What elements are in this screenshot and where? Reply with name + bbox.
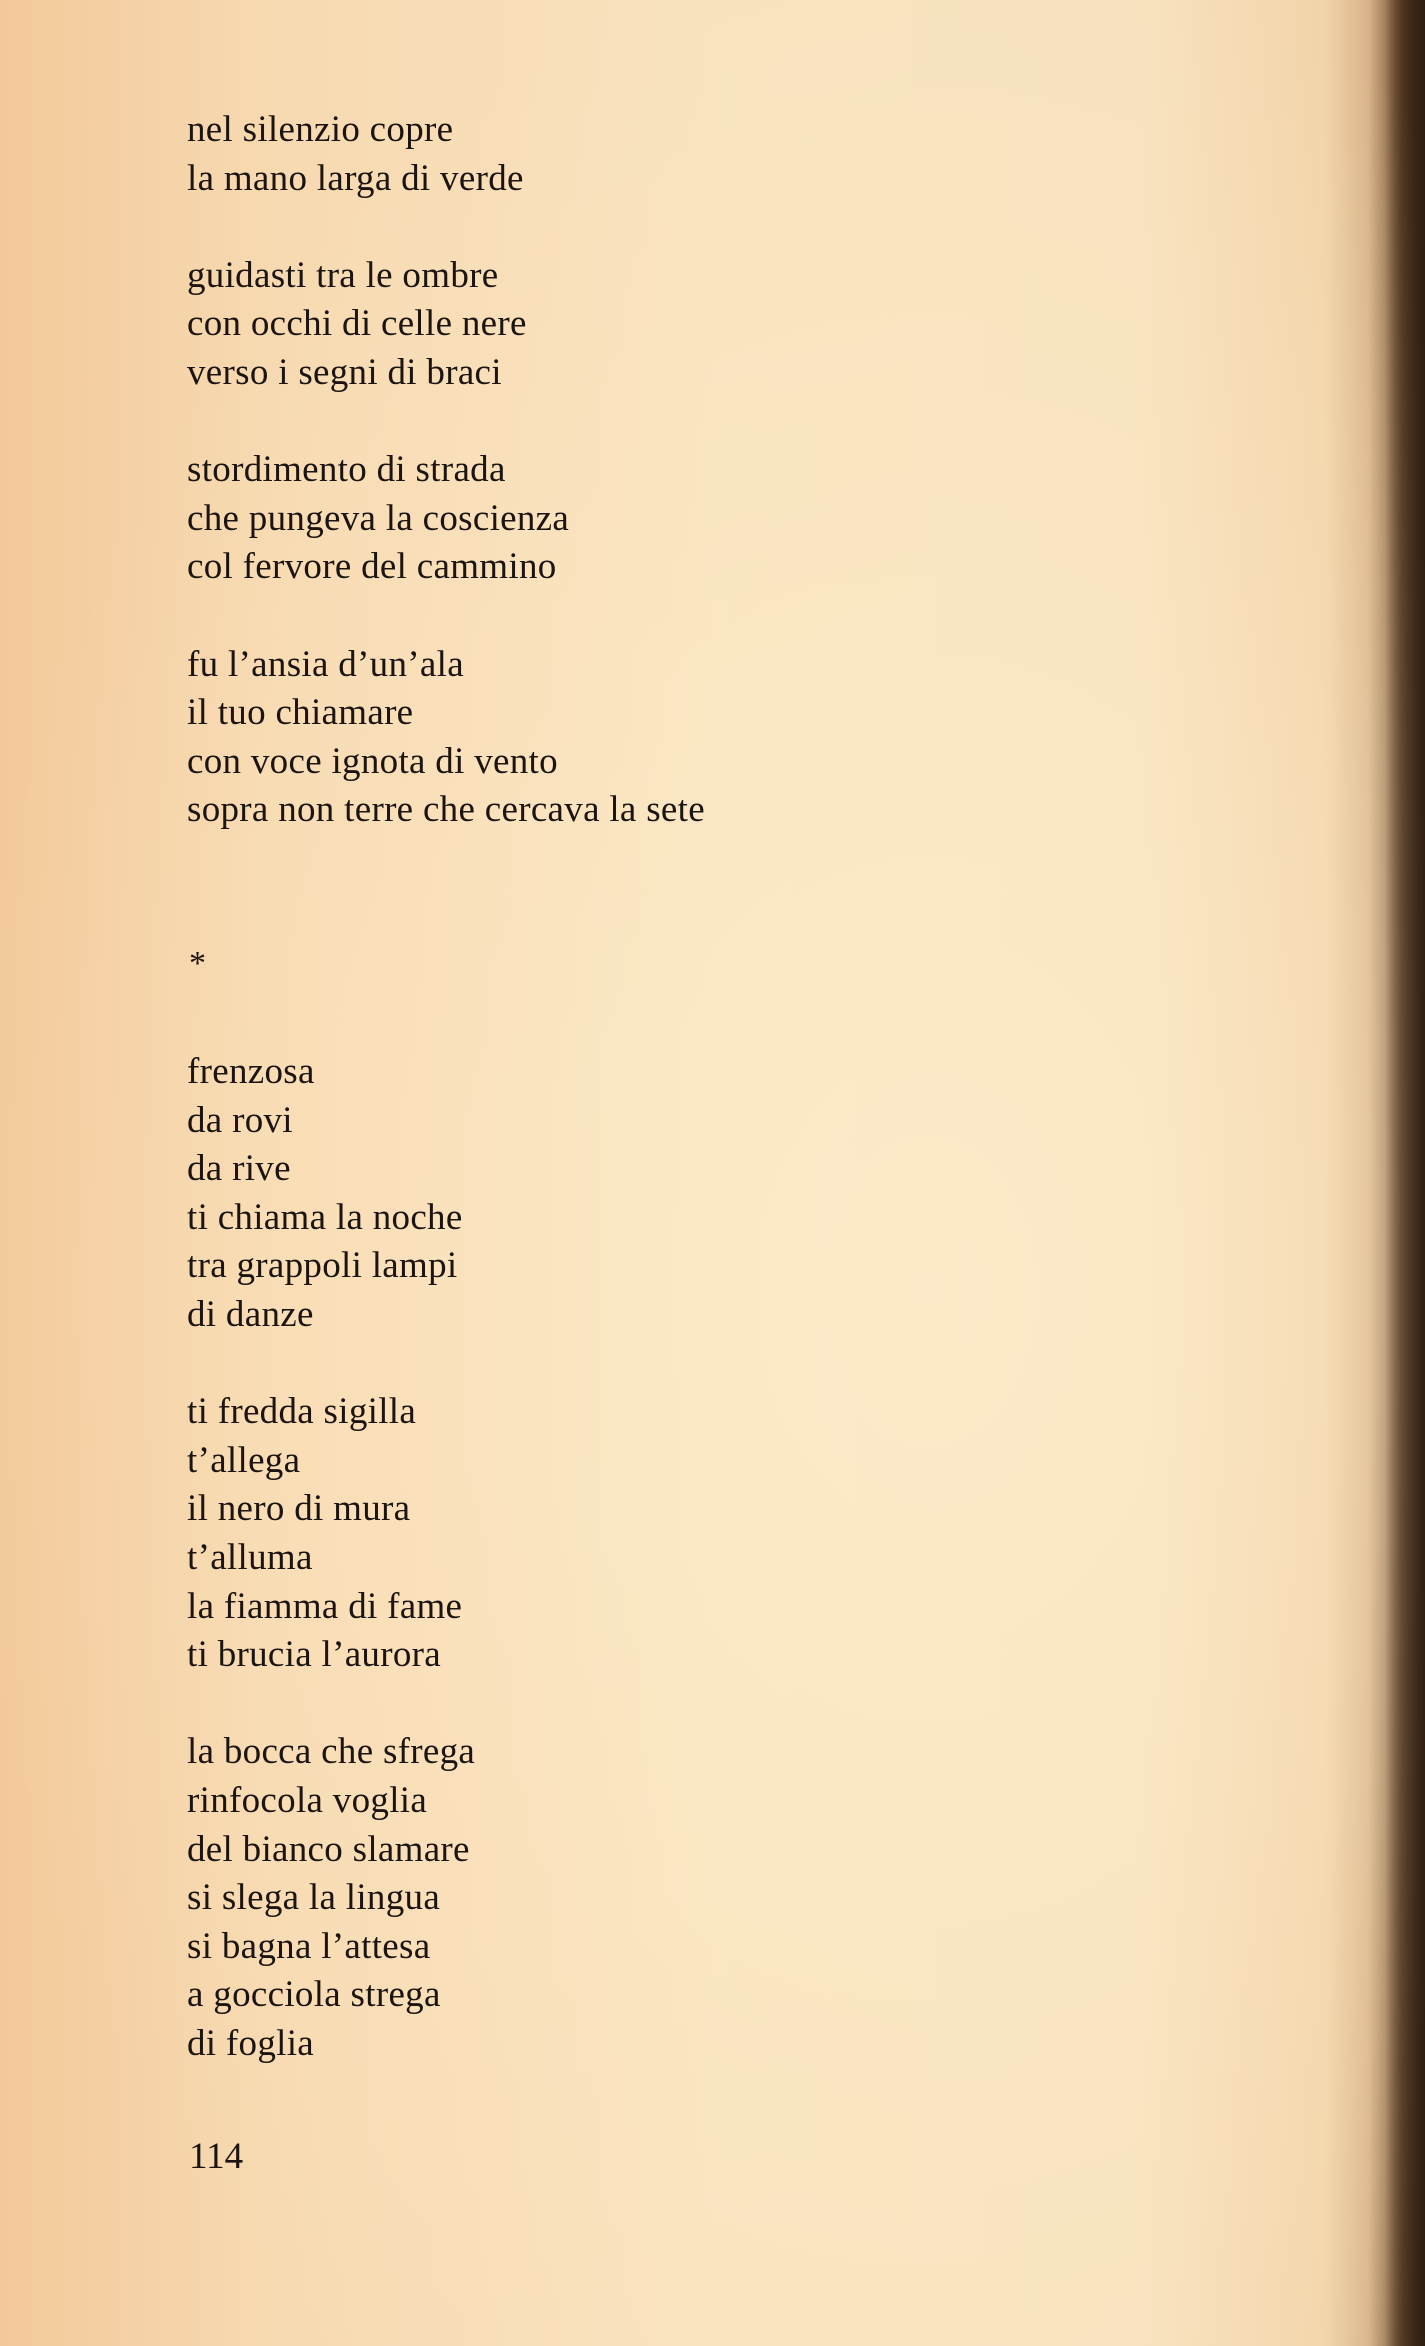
verse-line: rinfocola voglia <box>187 1779 428 1821</box>
verse-line: guidasti tra le ombre <box>187 254 499 296</box>
verse-line: ti brucia l’aurora <box>187 1634 441 1676</box>
verse-line: il tuo chiamare <box>187 692 414 734</box>
verse-line: la bocca che sfrega <box>187 1731 476 1773</box>
verse-line: ti fredda sigilla <box>187 1391 417 1433</box>
verse-line: che pungeva la coscienza <box>187 497 570 539</box>
poem-part-one <box>187 106 1287 884</box>
verse-line: a gocciola strega <box>187 1974 441 2016</box>
verse-line: la mano larga di verde <box>187 157 524 199</box>
poem-part-two <box>187 1048 1287 2117</box>
page-number: 114 <box>189 2136 244 2177</box>
verse-line: da rive <box>187 1148 291 1190</box>
verse-line: il nero di mura <box>187 1488 411 1530</box>
verse-line: stordimento di strada <box>187 449 506 491</box>
stanza-1 <box>187 106 1287 203</box>
stanza-4 <box>187 641 1287 835</box>
stanza-3 <box>187 446 1287 592</box>
stanza-7 <box>187 1728 1287 2068</box>
verse-line: del bianco slamare <box>187 1828 470 1870</box>
section-separator: * <box>189 945 206 982</box>
verse-line: si bagna l’attesa <box>187 1925 431 1967</box>
verse-line: nel silenzio copre <box>187 109 454 150</box>
verse-line: la fiamma di fame <box>187 1585 463 1627</box>
verse-line: si slega la lingua <box>187 1877 441 1919</box>
verse-line: di foglia <box>187 2022 315 2064</box>
stanza-6 <box>187 1388 1287 1680</box>
verse-line: con occhi di celle nere <box>187 303 527 345</box>
verse-line: verso i segni di braci <box>187 351 502 393</box>
verse-line: sopra non terre che cercava la sete <box>187 789 705 831</box>
verse-line: t’alluma <box>187 1536 313 1578</box>
verse-line: con voce ignota di vento <box>187 740 558 782</box>
verse-line: tra grappoli lampi <box>187 1245 458 1287</box>
verse-line: ti chiama la noche <box>187 1196 463 1238</box>
stanza-5 <box>187 1048 1287 1340</box>
verse-line: da rovi <box>187 1099 293 1141</box>
stanza-2 <box>187 252 1287 398</box>
verse-line: frenzosa <box>187 1051 315 1092</box>
verse-line: t’allega <box>187 1439 301 1481</box>
verse-line: col fervore del cammino <box>187 546 557 588</box>
verse-line: fu l’ansia d’un’ala <box>187 643 464 685</box>
book-spine-shadow <box>1385 0 1425 2346</box>
verse-line: di danze <box>187 1293 314 1335</box>
